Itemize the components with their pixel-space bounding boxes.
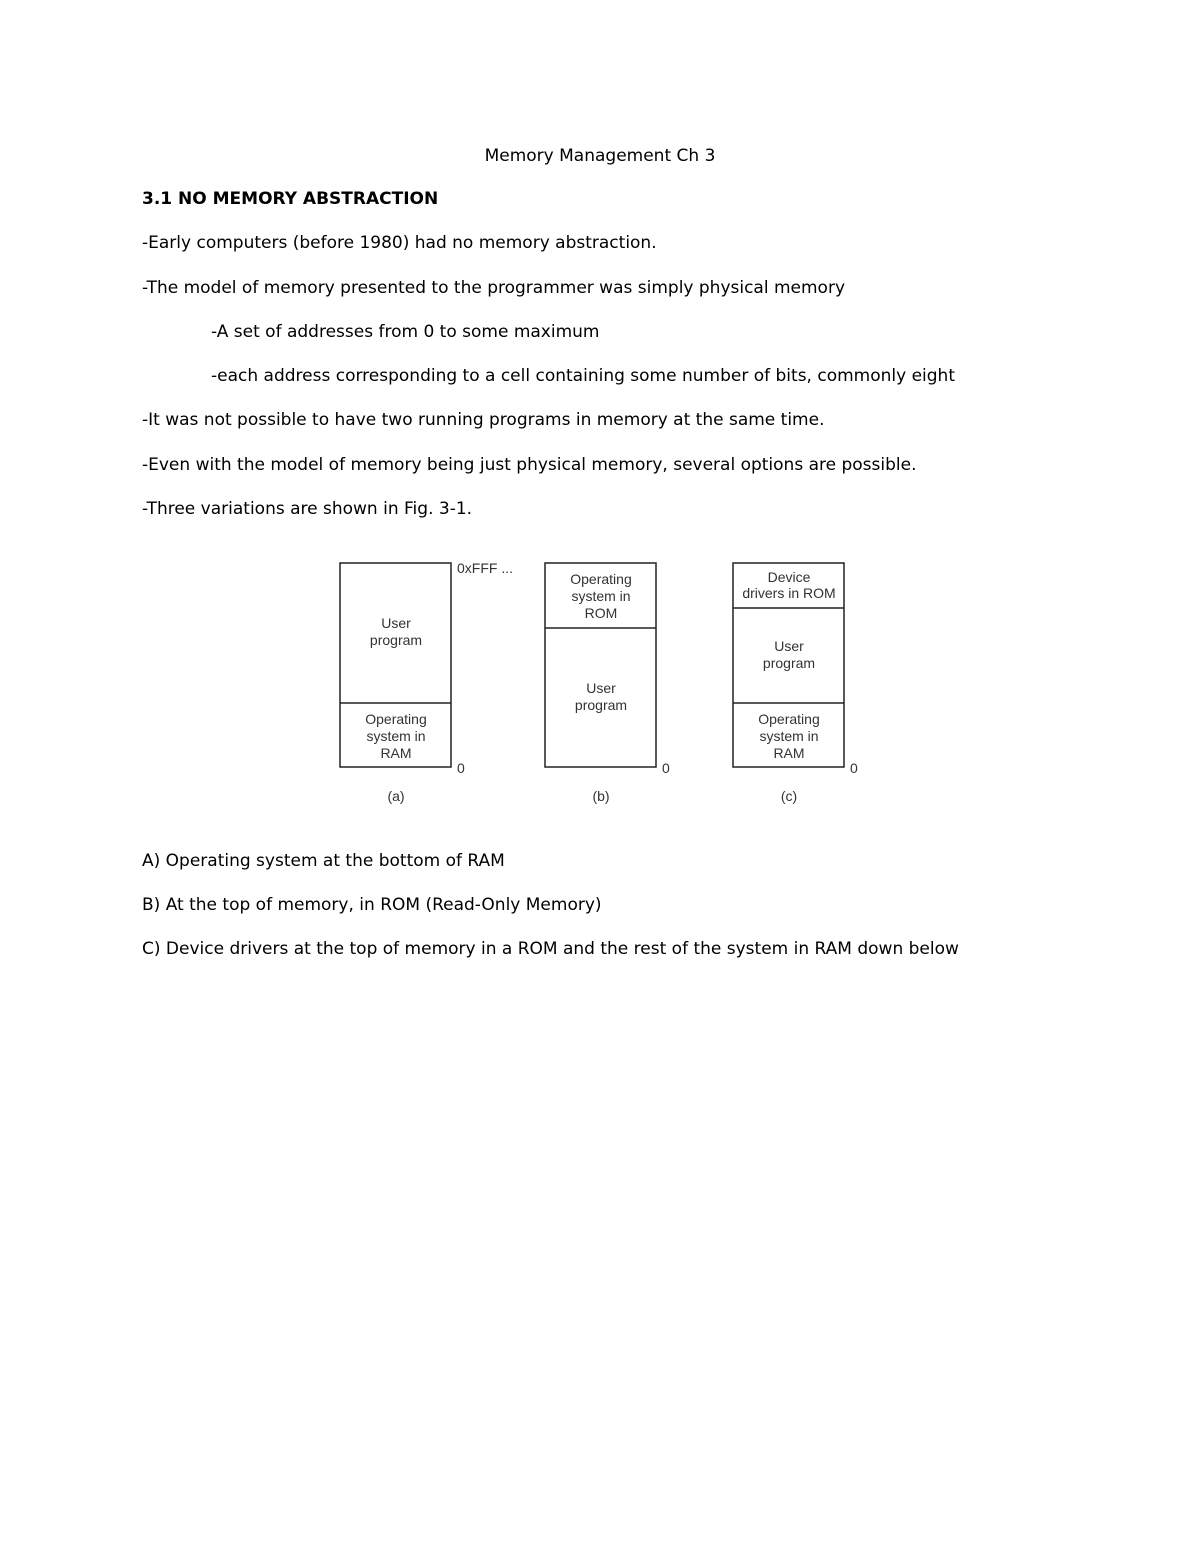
- paragraph-address-range: -A set of addresses from 0 to some maximum: [211, 322, 600, 342]
- block-a-user-line1: User: [381, 615, 411, 631]
- block-b-user-line2: program: [574, 697, 628, 713]
- block-c-os-line1: Operating: [758, 711, 820, 727]
- block-c-user-line1: User: [774, 638, 804, 654]
- address-top-label: 0xFFF ...: [457, 560, 513, 576]
- paragraph-variations: -Three variations are shown in Fig. 3-1.: [142, 499, 473, 519]
- paragraph-options: -Even with the model of memory being just physical memory, several options are possible.: [142, 455, 917, 475]
- explanation-c: C) Device drivers at the top of memory in a ROM and the rest of the system in RAM down below: [142, 939, 959, 959]
- block-c-user-line2: program: [762, 655, 816, 671]
- caption-a: (a): [387, 788, 405, 804]
- block-a-os-line3: RAM: [380, 745, 412, 761]
- block-b-os-line1: Operating: [570, 571, 632, 587]
- section-heading: 3.1 NO MEMORY ABSTRACTION: [142, 189, 439, 209]
- document-title: Memory Management Ch 3: [484, 146, 716, 166]
- block-b-os-line3: ROM: [584, 605, 618, 621]
- address-zero-c: 0: [850, 760, 858, 776]
- paragraph-address-cell: -each address corresponding to a cell containing some number of bits, commonly eight: [211, 366, 955, 386]
- paragraph-two-programs: -It was not possible to have two running programs in memory at the same time.: [142, 410, 825, 430]
- block-c-drivers-line1: Device: [767, 569, 811, 585]
- explanation-b: B) At the top of memory, in ROM (Read-Only Memory): [142, 895, 602, 915]
- block-b-os-line2: system in: [571, 588, 631, 604]
- paragraph-memory-model: -The model of memory presented to the programmer was simply physical memory: [142, 278, 846, 298]
- caption-c: (c): [780, 788, 798, 804]
- block-a-os-line1: Operating: [365, 711, 427, 727]
- block-c-drivers-line2: drivers in ROM: [742, 585, 836, 601]
- caption-b: (b): [592, 788, 610, 804]
- address-zero-a: 0: [457, 760, 465, 776]
- paragraph-early-computers: -Early computers (before 1980) had no memory abstraction.: [142, 233, 657, 253]
- explanation-a: A) Operating system at the bottom of RAM: [142, 851, 505, 871]
- memory-layout-figure: [330, 555, 870, 810]
- block-c-os-line2: system in: [759, 728, 819, 744]
- block-c-os-line3: RAM: [773, 745, 805, 761]
- address-zero-b: 0: [662, 760, 670, 776]
- block-a-user-line2: program: [369, 632, 423, 648]
- block-b-user-line1: User: [586, 680, 616, 696]
- block-a-os-line2: system in: [366, 728, 426, 744]
